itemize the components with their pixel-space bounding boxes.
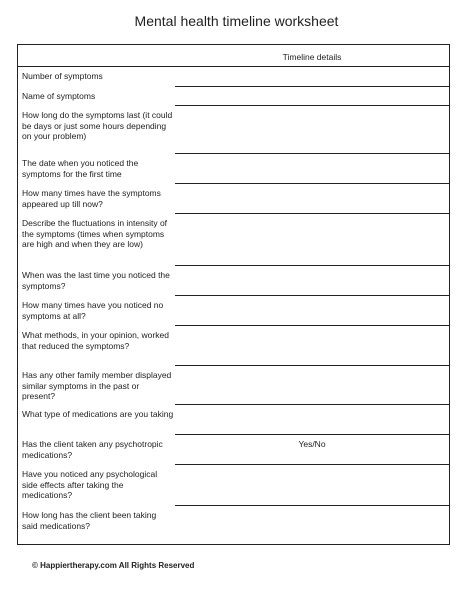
question-label: When was the last time you noticed the symptoms? (22, 270, 170, 291)
answer-field[interactable] (175, 87, 449, 106)
answer-value: Yes/No (298, 439, 326, 449)
question-label: Have you noticed any psychological side effects after taking the medications? (22, 469, 158, 500)
answer-field[interactable] (175, 435, 449, 465)
table-row (18, 184, 449, 214)
question-label: Has the client taken any psychotropic medications? (22, 439, 163, 460)
question-label: Describe the fluctuations in intensity of the symptoms (times when symptoms are high and when they are low) (22, 218, 168, 249)
table-row (18, 326, 449, 366)
worksheet-title: Mental health timeline worksheet (134, 13, 339, 29)
answer-field[interactable] (175, 405, 449, 435)
question-label: What methods, in your opinion, worked that reduced the symptoms? (22, 330, 169, 351)
table-header-row (18, 45, 449, 67)
question-label: Number of symptoms (22, 71, 103, 81)
question-label: How long has the client been taking said medications? (22, 510, 157, 531)
question-label: Has any other family member displayed similar symptoms in the past or present? (22, 370, 172, 401)
answer-field[interactable] (175, 366, 449, 405)
question-label: Name of symptoms (22, 91, 96, 101)
table-row (18, 106, 449, 154)
answer-field[interactable] (175, 67, 449, 87)
question-label: How many times have you noticed no symptoms at all? (22, 300, 164, 321)
table-row (18, 435, 449, 465)
question-label: What type of medications are you taking (22, 409, 174, 419)
answer-field[interactable] (175, 154, 449, 184)
answer-field[interactable] (175, 506, 449, 544)
table-row (18, 506, 449, 544)
answer-field[interactable] (175, 465, 449, 506)
timeline-table (17, 44, 450, 545)
table-row (18, 465, 449, 506)
copyright-footer: © Happiertherapy.com All Rights Reserved (32, 561, 195, 570)
table-row (18, 154, 449, 184)
answer-field[interactable] (175, 326, 449, 366)
answer-field[interactable] (175, 106, 449, 154)
timeline-details-header: Timeline details (282, 52, 342, 62)
answer-field[interactable] (175, 296, 449, 326)
answer-field[interactable] (175, 214, 449, 266)
question-label: How long do the symptoms last (it could be days or just some hours depending on your problem) (22, 110, 173, 141)
table-row (18, 296, 449, 326)
answer-field[interactable] (175, 184, 449, 214)
table-row (18, 67, 449, 87)
table-row (18, 405, 449, 435)
question-label: How many times have the symptoms appeared up till now? (22, 188, 161, 209)
table-row (18, 87, 449, 106)
table-row (18, 366, 449, 405)
table-row (18, 214, 449, 266)
table-row (18, 266, 449, 296)
answer-field[interactable] (175, 266, 449, 296)
question-label: The date when you noticed the symptoms for the first time (22, 158, 139, 179)
